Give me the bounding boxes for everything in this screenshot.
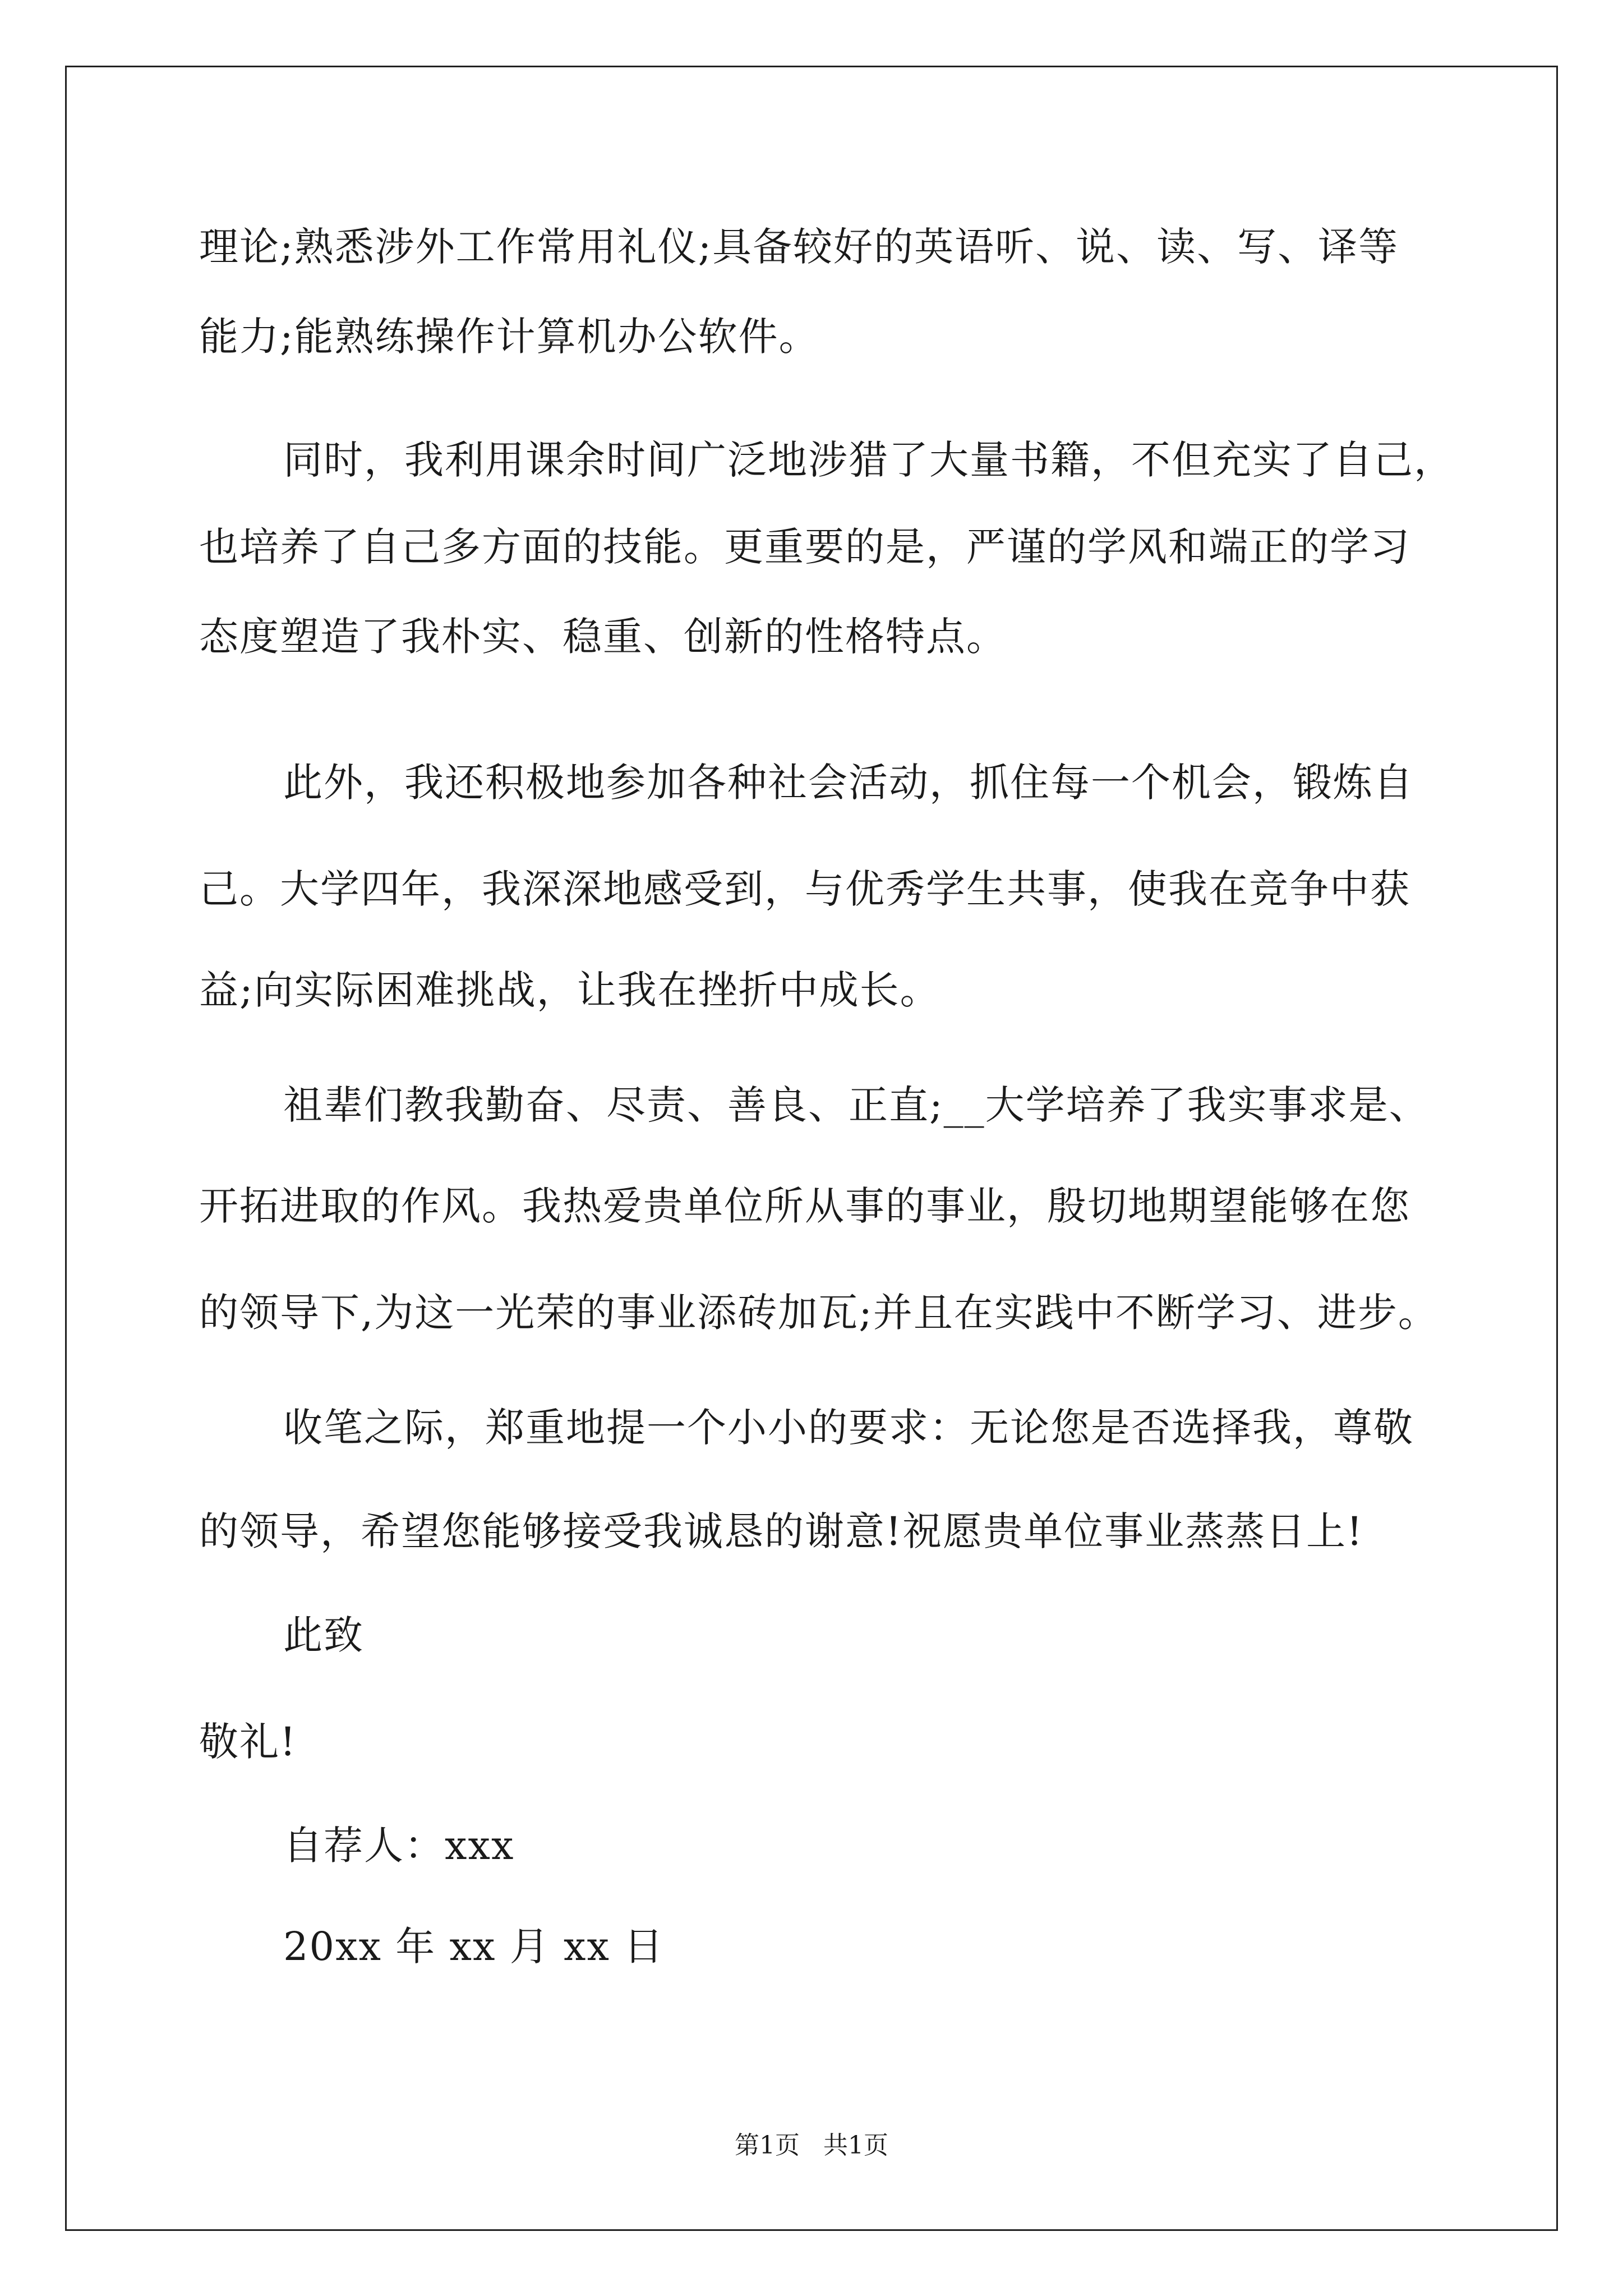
page-footer: [0, 2129, 1623, 2162]
signature-line: 自荐人：xxx: [283, 1823, 515, 1869]
text-line-13: 的领导，希望您能够接受我诚恳的谢意!祝愿贵单位事业蒸蒸日上!: [199, 1508, 1364, 1554]
page-total: 共1页: [823, 2131, 888, 2160]
text-line-3: 同时，我利用课余时间广泛地涉猎了大量书籍，不但充实了自己，: [283, 437, 1454, 483]
text-line-6: 此外，我还积极地参加各种社会活动，抓住每一个机会，锻炼自: [283, 760, 1414, 806]
text-line-12: 收笔之际，郑重地提一个小小的要求：无论您是否选择我，尊敬: [283, 1405, 1414, 1451]
text-line-1: 理论;熟悉涉外工作常用礼仪;具备较好的英语听、说、读、写、译等: [199, 224, 1399, 270]
text-line-11: 的领导下,为这一光荣的事业添砖加瓦;并且在实践中不断学习、进步。: [199, 1290, 1438, 1336]
closing-regards: 敬礼!: [199, 1719, 297, 1765]
date-line: 20xx 年 xx 月 xx 日: [283, 1924, 665, 1970]
page-border: [65, 66, 1558, 2231]
text-line-10: 开拓进取的作风。我热爱贵单位所从事的事业，殷切地期望能够在您: [199, 1183, 1410, 1229]
text-line-9: 祖辈们教我勤奋、尽责、善良、正直;__大学培养了我实事求是、: [283, 1082, 1430, 1128]
text-line-7: 己。大学四年，我深深地感受到，与优秀学生共事，使我在竞争中获: [199, 866, 1410, 912]
text-line-2: 能力;能熟练操作计算机办公软件。: [199, 314, 819, 360]
closing-salutation: 此致: [283, 1612, 364, 1658]
text-line-8: 益;向实际困难挑战，让我在挫折中成长。: [199, 967, 940, 1013]
text-line-5: 态度塑造了我朴实、稳重、创新的性格特点。: [199, 614, 1007, 660]
text-line-4: 也培养了自己多方面的技能。更重要的是，严谨的学风和端正的学习: [199, 524, 1410, 570]
page-number: 第1页: [735, 2131, 800, 2160]
